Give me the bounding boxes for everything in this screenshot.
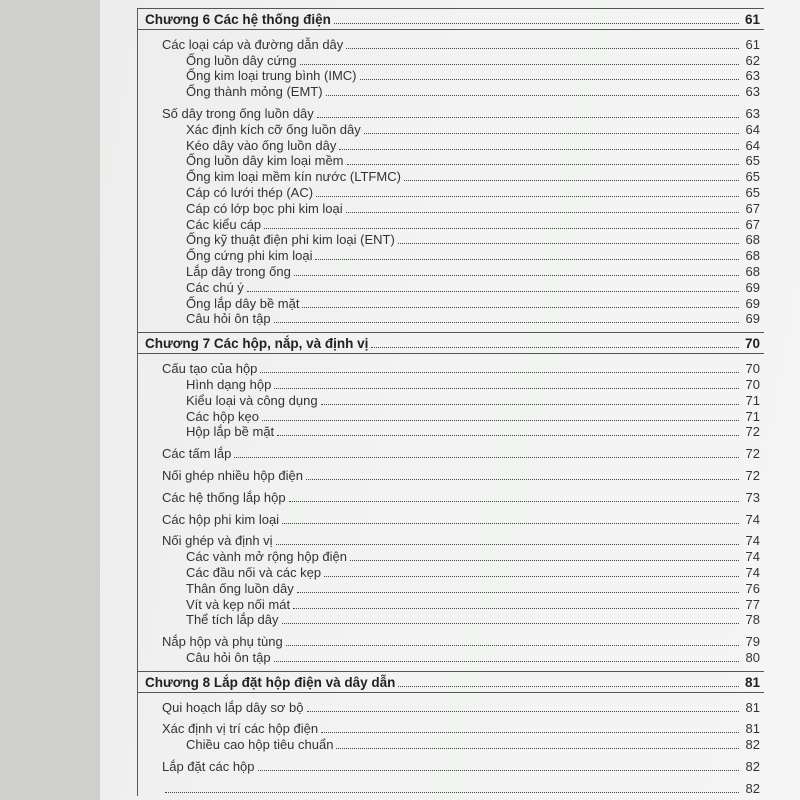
toc-entry[interactable] bbox=[138, 216, 764, 232]
toc-entry[interactable] bbox=[138, 311, 764, 327]
dot-leader bbox=[264, 228, 739, 229]
chapter-page-number: 70 bbox=[744, 336, 760, 352]
toc-entry[interactable] bbox=[138, 168, 764, 184]
chapter-title: Chương 6 Các hệ thống điện bbox=[145, 12, 331, 27]
toc-entry[interactable] bbox=[138, 184, 764, 200]
entry-page-number: 64 bbox=[745, 137, 760, 153]
entry-title: Các hộp phi kim loại bbox=[162, 511, 280, 527]
entry-title: Các chú ý bbox=[186, 279, 244, 295]
entry-page-number: 74 bbox=[745, 549, 760, 565]
toc-entry[interactable] bbox=[138, 424, 764, 440]
table-of-contents bbox=[137, 8, 764, 796]
chapter-heading[interactable] bbox=[137, 671, 764, 693]
dot-leader bbox=[346, 212, 739, 213]
dot-leader bbox=[277, 435, 739, 436]
entry-title: Nối ghép nhiều hộp điện bbox=[162, 467, 303, 483]
dot-leader bbox=[282, 623, 740, 624]
toc-entry[interactable] bbox=[138, 36, 764, 52]
entry-page-number: 65 bbox=[745, 169, 760, 185]
toc-entry[interactable] bbox=[138, 548, 764, 564]
entry-title: Ống thành mỏng (EMT) bbox=[186, 84, 323, 100]
dot-leader bbox=[302, 307, 739, 308]
toc-entry[interactable] bbox=[138, 467, 764, 483]
toc-entry[interactable] bbox=[138, 511, 764, 527]
entry-page-number: 68 bbox=[745, 248, 760, 264]
entry-title: Số dây trong ống luồn dây bbox=[162, 105, 314, 121]
entry-title: Ống kim loại mềm kín nước (LTFMC) bbox=[186, 169, 401, 185]
book-page bbox=[100, 0, 800, 800]
entry-page-number: 73 bbox=[745, 489, 760, 505]
dot-leader bbox=[346, 48, 739, 49]
dot-leader bbox=[334, 23, 739, 24]
toc-entry[interactable] bbox=[138, 445, 764, 461]
toc-entry[interactable] bbox=[138, 376, 764, 392]
dot-leader bbox=[317, 117, 739, 118]
entry-title: Cấu tạo của hộp bbox=[162, 361, 258, 377]
entry-title: Cáp có lớp bọc phi kim loại bbox=[186, 200, 343, 216]
entry-title: Các hệ thống lắp hộp bbox=[162, 489, 286, 505]
entry-title: Ống lắp dây bề mặt bbox=[186, 295, 300, 311]
entry-page-number: 70 bbox=[745, 376, 760, 392]
entry-title: Lắp dây trong ống bbox=[186, 263, 291, 279]
entry-title: Ống cứng phi kim loại bbox=[186, 248, 313, 264]
dot-leader bbox=[294, 275, 739, 276]
entry-page-number: 81 bbox=[745, 699, 760, 715]
dot-leader bbox=[315, 259, 739, 260]
entry-title: Ống luồn dây cứng bbox=[186, 52, 297, 68]
toc-entry[interactable] bbox=[138, 247, 764, 263]
dot-leader bbox=[306, 479, 739, 480]
toc-entry[interactable] bbox=[138, 200, 764, 216]
toc-entry[interactable] bbox=[138, 596, 764, 612]
entry-page-number: 81 bbox=[745, 721, 760, 737]
dot-leader bbox=[336, 748, 739, 749]
entry-page-number: 80 bbox=[745, 649, 760, 665]
entry-title: Các tấm lắp bbox=[162, 446, 232, 462]
dot-leader bbox=[307, 711, 739, 712]
toc-entry[interactable] bbox=[138, 721, 764, 737]
dot-leader bbox=[234, 457, 739, 458]
entry-page-number: 71 bbox=[745, 408, 760, 424]
chapter-title: Chương 8 Lắp đặt hộp điện và dây dẫn bbox=[145, 674, 396, 690]
chapter-page-number: 81 bbox=[744, 674, 760, 690]
entry-page-number: 72 bbox=[745, 446, 760, 462]
toc-entry[interactable] bbox=[138, 121, 764, 137]
toc-entry[interactable] bbox=[138, 489, 764, 505]
chapter-page-number: 61 bbox=[744, 12, 760, 27]
dot-leader bbox=[260, 372, 739, 373]
toc-entry[interactable] bbox=[138, 279, 764, 295]
entry-page-number: 63 bbox=[745, 84, 760, 100]
entry-title: Các loại cáp và đường dẫn dây bbox=[162, 36, 344, 52]
entry-title: Câu hỏi ôn tập bbox=[186, 649, 271, 665]
entry-page-number: 67 bbox=[745, 216, 760, 232]
entry-title: Nối ghép và định vị bbox=[162, 533, 273, 549]
entry-page-number: 77 bbox=[745, 596, 760, 612]
chapter-heading[interactable] bbox=[137, 332, 764, 354]
entry-page-number: 78 bbox=[745, 612, 760, 628]
entry-page-number: 68 bbox=[745, 263, 760, 279]
dot-leader bbox=[276, 544, 739, 545]
entry-page-number: 61 bbox=[745, 36, 760, 52]
entry-title: Các vành mở rộng hộp điện bbox=[186, 549, 348, 565]
entry-title: Nắp hộp và phụ tùng bbox=[162, 634, 283, 650]
entry-page-number: 70 bbox=[745, 361, 760, 377]
dot-leader bbox=[347, 164, 739, 165]
entry-title: Kéo dây vào ống luồn dây bbox=[186, 137, 337, 153]
entry-page-number: 72 bbox=[745, 424, 760, 440]
chapter-title: Chương 7 Các hộp, nắp, và định vị bbox=[145, 336, 369, 352]
toc-entry[interactable] bbox=[138, 68, 764, 84]
toc-entry[interactable] bbox=[138, 699, 764, 715]
toc-entry[interactable] bbox=[138, 612, 764, 628]
entry-page-number: 65 bbox=[745, 153, 760, 169]
entry-page-number: 74 bbox=[745, 564, 760, 580]
toc-entry[interactable] bbox=[138, 736, 764, 752]
dot-leader bbox=[364, 133, 739, 134]
dot-leader bbox=[274, 388, 739, 389]
entry-page-number: 63 bbox=[745, 105, 760, 121]
entry-page-number: 64 bbox=[745, 121, 760, 137]
entry-page-number: 74 bbox=[745, 533, 760, 549]
toc-entry[interactable] bbox=[138, 360, 764, 376]
entry-page-number: 79 bbox=[745, 634, 760, 650]
toc-entry[interactable] bbox=[138, 153, 764, 169]
dot-leader bbox=[371, 347, 739, 348]
dot-leader bbox=[286, 645, 739, 646]
toc-entry[interactable] bbox=[138, 649, 764, 665]
entry-page-number: 69 bbox=[745, 311, 760, 327]
entry-page-number: 74 bbox=[745, 511, 760, 527]
entry-title: Ống kỹ thuật điện phi kim loại (ENT) bbox=[186, 232, 395, 248]
entry-page-number: 67 bbox=[745, 200, 760, 216]
dot-leader bbox=[404, 180, 739, 181]
dot-leader bbox=[262, 420, 739, 421]
toc-entry[interactable] bbox=[138, 780, 764, 796]
dot-leader bbox=[258, 770, 739, 771]
toc-entry[interactable] bbox=[138, 83, 764, 99]
toc-entry[interactable] bbox=[138, 137, 764, 153]
toc-entry[interactable] bbox=[138, 633, 764, 649]
dot-leader bbox=[321, 732, 739, 733]
entry-title: Kiểu loại và công dụng bbox=[186, 392, 318, 408]
dot-leader bbox=[398, 243, 739, 244]
toc-entry[interactable] bbox=[138, 564, 764, 580]
dot-leader bbox=[398, 686, 739, 687]
dot-leader bbox=[350, 560, 739, 561]
entry-title: Hộp lắp bề mặt bbox=[186, 424, 275, 440]
entry-title: Lắp đặt các hộp bbox=[162, 759, 255, 775]
dot-leader bbox=[274, 661, 739, 662]
dot-leader bbox=[360, 79, 739, 80]
toc-entry[interactable] bbox=[138, 263, 764, 279]
entry-title: Các đầu nối và các kẹp bbox=[186, 564, 322, 580]
toc-entry[interactable] bbox=[138, 52, 764, 68]
toc-entry[interactable] bbox=[138, 105, 764, 121]
entry-title: Thể tích lắp dây bbox=[186, 612, 279, 628]
dot-leader bbox=[297, 592, 739, 593]
toc-entry[interactable] bbox=[138, 392, 764, 408]
entry-title: Các hộp kẹo bbox=[186, 408, 259, 424]
toc-entry[interactable] bbox=[138, 533, 764, 549]
dot-leader bbox=[165, 792, 739, 793]
toc-entry[interactable] bbox=[138, 758, 764, 774]
dot-leader bbox=[247, 291, 739, 292]
entry-title: Vít và kẹp nối mát bbox=[186, 596, 291, 612]
entry-title: Xác định kích cỡ ống luồn dây bbox=[186, 121, 361, 137]
toc-entry[interactable] bbox=[138, 408, 764, 424]
entry-title: Hình dạng hộp bbox=[186, 376, 272, 392]
dot-leader bbox=[339, 149, 739, 150]
dot-leader bbox=[293, 608, 739, 609]
entry-title: Cáp có lưới thép (AC) bbox=[186, 184, 314, 200]
dot-leader bbox=[316, 196, 739, 197]
entry-title: Xác định vị trí các hộp điện bbox=[162, 721, 319, 737]
dot-leader bbox=[324, 576, 739, 577]
entry-title: Qui hoạch lắp dây sơ bộ bbox=[162, 699, 304, 715]
toc-entry[interactable] bbox=[138, 232, 764, 248]
toc-entry[interactable] bbox=[138, 580, 764, 596]
chapter-heading[interactable] bbox=[137, 8, 764, 30]
entry-title: Ống kim loại trung bình (IMC) bbox=[186, 68, 357, 84]
entry-page-number: 69 bbox=[745, 279, 760, 295]
dot-leader bbox=[282, 523, 739, 524]
entry-page-number: 71 bbox=[745, 392, 760, 408]
entry-title: Thân ống luồn dây bbox=[186, 580, 294, 596]
entry-title: Các kiểu cáp bbox=[186, 216, 262, 232]
entry-page-number: 82 bbox=[745, 759, 760, 775]
entry-title: Chiều cao hộp tiêu chuẩn bbox=[186, 737, 334, 753]
entry-page-number: 72 bbox=[745, 467, 760, 483]
entry-page-number: 65 bbox=[745, 184, 760, 200]
entry-title: Ống luồn dây kim loại mềm bbox=[186, 153, 344, 169]
entry-page-number: 68 bbox=[745, 232, 760, 248]
entry-page-number: 76 bbox=[745, 580, 760, 596]
dot-leader bbox=[274, 322, 739, 323]
dot-leader bbox=[321, 404, 739, 405]
dot-leader bbox=[289, 501, 739, 502]
dot-leader bbox=[300, 64, 739, 65]
entry-page-number: 63 bbox=[745, 68, 760, 84]
dot-leader bbox=[326, 95, 739, 96]
entry-page-number: 82 bbox=[745, 780, 760, 796]
entry-page-number: 69 bbox=[745, 295, 760, 311]
entry-page-number: 82 bbox=[745, 737, 760, 753]
entry-title: Câu hỏi ôn tập bbox=[186, 311, 271, 327]
toc-entry[interactable] bbox=[138, 295, 764, 311]
entry-page-number: 62 bbox=[745, 52, 760, 68]
